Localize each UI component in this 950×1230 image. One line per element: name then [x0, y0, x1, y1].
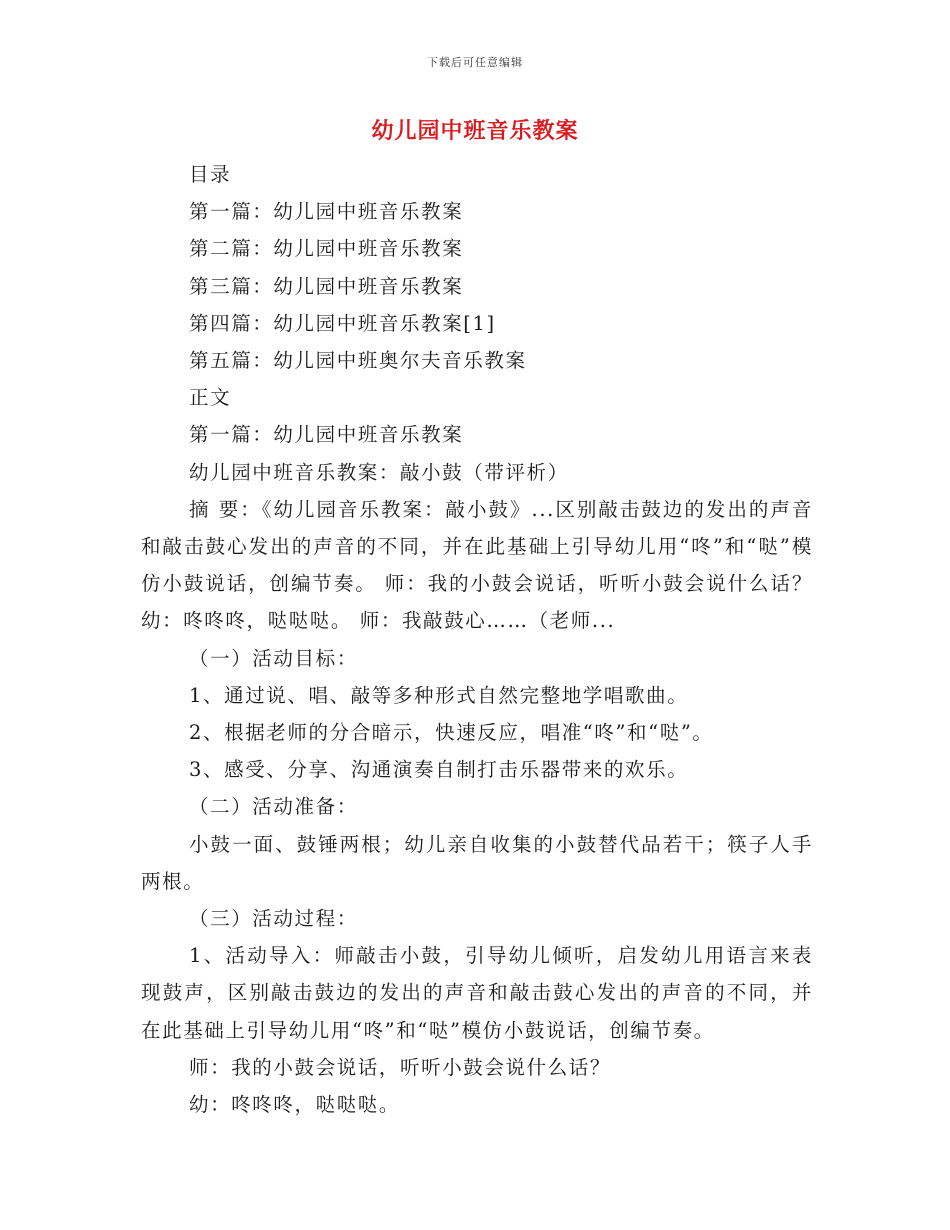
document-body: [141, 156, 813, 1123]
part-heading: 第一篇：幼儿园中班音乐教案: [189, 423, 464, 447]
goal-item: 2、根据老师的分合暗示，快速反应，唱准“咚”和“哒”。: [189, 721, 714, 745]
process-step-paragraph: 1、活动导入：师敲击小鼓，引导幼儿倾听，启发幼儿用语言来表现鼓声，区别敲击鼓边的发出的声音和敲击鼓心发出的声音的不同，并在此基础上引导幼儿用“咚”和“哒”模仿小鼓说话，创编节奏。: [141, 944, 813, 1042]
header-note: 下载后可任意编辑: [427, 56, 523, 69]
toc-heading: 目录: [189, 163, 232, 186]
toc-item: 第三篇：幼儿园中班音乐教案: [189, 274, 464, 298]
abstract-paragraph: 摘 要：《幼儿园音乐教案：敲小鼓》...区别敲击鼓边的发出的声音和敲击鼓心发出的声音的不同，并在此基础上引导幼儿用“咚”和“哒”模仿小鼓说话，创编节奏。 师：我的小鼓会说话，听听小鼓会说什么话？ 幼：咚咚咚，哒哒哒。 师：我敲鼓心……（老师...: [141, 497, 813, 633]
goal-item: 1、通过说、唱、敲等多种形式自然完整地学唱歌曲。: [189, 683, 689, 707]
toc-item: 第二篇：幼儿园中班音乐教案: [189, 237, 464, 261]
toc-item: 第一篇：幼儿园中班音乐教案: [189, 200, 464, 224]
process-heading: （三）活动过程：: [189, 907, 358, 931]
child-line: 幼：咚咚咚，哒哒哒。: [189, 1093, 401, 1117]
toc-item: 第四篇：幼儿园中班音乐教案[1]: [189, 311, 496, 335]
section-label: 正文: [189, 386, 232, 410]
goal-item: 3、感受、分享、沟通演奏自制打击乐器带来的欢乐。: [189, 758, 689, 782]
goals-heading: （一）活动目标：: [189, 646, 358, 670]
prep-heading: （二）活动准备：: [189, 795, 358, 819]
toc-item: 第五篇：幼儿园中班奥尔夫音乐教案: [189, 349, 527, 373]
teacher-line: 师：我的小鼓会说话，听听小鼓会说什么话？: [189, 1055, 612, 1079]
document-title: 幼儿园中班音乐教案: [371, 118, 579, 144]
prep-paragraph: 小鼓一面、鼓锤两根；幼儿亲自收集的小鼓替代品若干；筷子人手两根。: [141, 832, 813, 893]
lesson-title: 幼儿园中班音乐教案：敲小鼓（带评析）: [189, 460, 569, 484]
